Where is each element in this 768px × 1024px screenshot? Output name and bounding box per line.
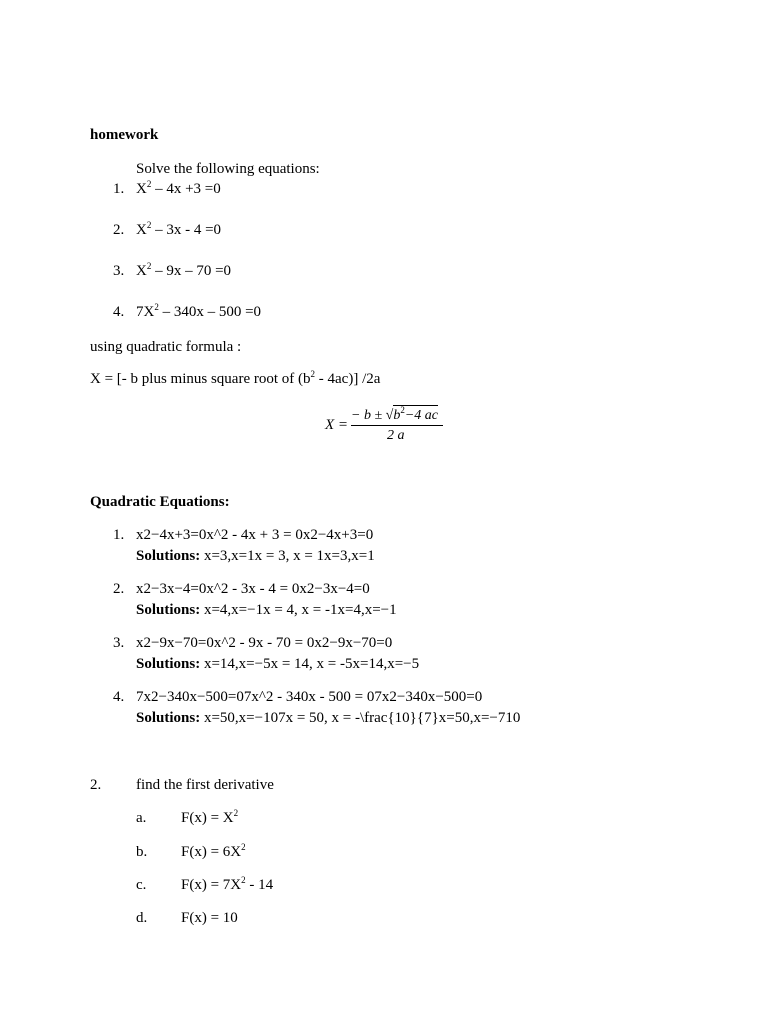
- derivative-item: $F(x) = 7X^2 - 14$: [181, 875, 274, 893]
- formula-numerator: − $b \pm √b^2-4$ ac: [351, 405, 438, 426]
- question-text: find the first derivative: [136, 777, 274, 793]
- solution-line: Solutions: x=3,x=1x = 3, x = 1x=3,x=1: [136, 548, 375, 564]
- formula-lhs: X =: [325, 417, 349, 433]
- formula-text: X = [- b plus minus square root of $(b^2 - 4ac)$] /2a: [90, 369, 381, 387]
- page-heading: homework: [90, 127, 159, 143]
- solution-equation: x2−9x−70=0x^2 - 9x - 70 = 0x2−9x−70=0: [136, 635, 393, 651]
- question-number: 2.: [90, 777, 102, 793]
- list-number: 4.: [113, 304, 125, 320]
- solution-line: Solutions: x=4,x=−1x = 4, x = -1x=4,x=−1: [136, 602, 397, 618]
- list-number: 1.: [113, 181, 125, 197]
- list-number: 4.: [113, 689, 125, 705]
- derivative-item: F(x) = 10: [181, 910, 238, 926]
- list-number: 2.: [113, 222, 125, 238]
- derivative-item: $F(x) = X^2$: [181, 808, 239, 826]
- section-title: Quadratic Equations:: [90, 494, 230, 510]
- solution-line: Solutions: x=50,x=−107x = 50, x = -\frac{10}{7}x=50,x=−710: [136, 710, 521, 726]
- list-number: 2.: [113, 581, 125, 597]
- solution-equation: 7x2−340x−500=07x^2 - 340x - 500 = 07x2−340x−500=0: [136, 689, 483, 705]
- radical-icon: √: [385, 408, 394, 423]
- list-number: 3.: [113, 263, 125, 279]
- formula-denominator: 2 a: [387, 428, 405, 443]
- equation-item: $X^2 - 3x - 4 =0$: [136, 220, 222, 238]
- radicand: $b^2-4$ ac: [393, 405, 438, 426]
- derivative-item: $F(x) = 6X^2$: [181, 842, 246, 860]
- list-number: 1.: [113, 527, 125, 543]
- list-letter: d.: [136, 910, 148, 926]
- solution-line: Solutions: x=14,x=−5x = 14, x = -5x=14,x=−5: [136, 656, 420, 672]
- list-letter: a.: [136, 810, 147, 826]
- list-letter: b.: [136, 844, 148, 860]
- solution-equation: x2−3x−4=0x^2 - 3x - 4 = 0x2−3x−4=0: [136, 581, 370, 597]
- solution-equation: x2−4x+3=0x^2 - 4x + 3 = 0x2−4x+3=0: [136, 527, 374, 543]
- method-note: using quadratic formula :: [90, 339, 242, 355]
- list-number: 3.: [113, 635, 125, 651]
- equation-item: $X^2 - 4x +3 =0$: [136, 179, 221, 197]
- equation-item: $7X^2 - 340x - 500 =0$: [136, 302, 262, 320]
- equation-item: $X^2 - 9x - 70 =0$: [136, 261, 232, 279]
- list-letter: c.: [136, 877, 147, 893]
- instructions-text: Solve the following equations:: [136, 161, 320, 177]
